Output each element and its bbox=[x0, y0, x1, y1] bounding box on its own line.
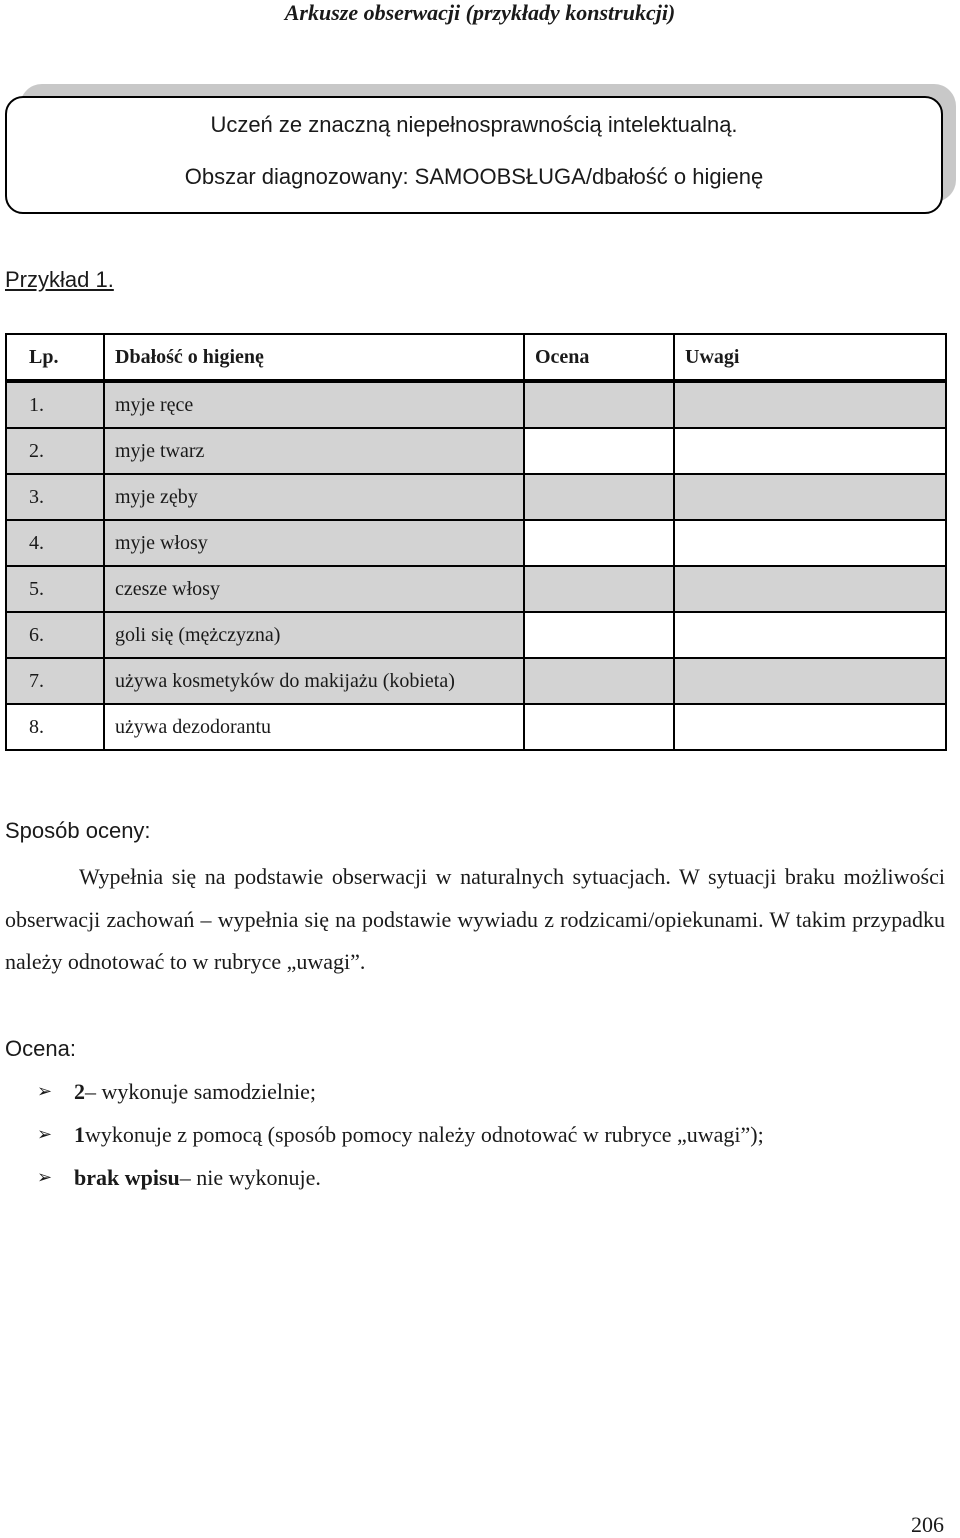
ocena-cell[interactable] bbox=[524, 381, 674, 428]
page-number: 206 bbox=[911, 1512, 944, 1537]
example-label: Przykład 1. bbox=[5, 267, 114, 292]
row-item: myje zęby bbox=[104, 474, 524, 520]
ocena-cell[interactable] bbox=[524, 658, 674, 704]
uwagi-cell[interactable] bbox=[674, 381, 946, 428]
rating-text: – wykonuje samodzielnie; bbox=[85, 1079, 316, 1104]
table-row bbox=[6, 566, 946, 612]
table-header-row bbox=[6, 334, 946, 381]
row-item: goli się (mężczyzna) bbox=[104, 612, 524, 658]
table-row bbox=[6, 612, 946, 658]
uwagi-cell[interactable] bbox=[674, 704, 946, 750]
row-lp: 7. bbox=[6, 658, 104, 704]
header-lp: Lp. bbox=[6, 334, 104, 381]
table-row bbox=[6, 428, 946, 474]
rating-text: – nie wykonuje. bbox=[179, 1165, 321, 1190]
rating-item bbox=[37, 1156, 764, 1199]
ocena-cell[interactable] bbox=[524, 612, 674, 658]
rating-code: 2 bbox=[74, 1079, 85, 1104]
info-box bbox=[5, 96, 943, 214]
row-lp: 6. bbox=[6, 612, 104, 658]
ocena-cell[interactable] bbox=[524, 474, 674, 520]
row-lp: 5. bbox=[6, 566, 104, 612]
row-lp: 3. bbox=[6, 474, 104, 520]
rating-title: Ocena: bbox=[5, 1036, 76, 1061]
rating-item bbox=[37, 1113, 764, 1156]
table-row bbox=[6, 520, 946, 566]
row-item: myje ręce bbox=[104, 381, 524, 428]
table-row bbox=[6, 474, 946, 520]
rating-code: brak wpisu bbox=[74, 1165, 180, 1190]
header-item: Dbałość o higienę bbox=[104, 334, 524, 381]
header-ocena: Ocena bbox=[524, 334, 674, 381]
uwagi-cell[interactable] bbox=[674, 658, 946, 704]
uwagi-cell[interactable] bbox=[674, 566, 946, 612]
ocena-cell[interactable] bbox=[524, 520, 674, 566]
method-text: Wypełnia się na podstawie obserwacji w naturalnych sytuacjach. W sytuacji braku możliwości obserwacji zachowań – wypełnia się na podstawie wywiadu z rodzicami/opiekunami. W takim przypadku należy odnotować to w rubryce „uwagi”. bbox=[5, 864, 945, 974]
observation-table bbox=[5, 333, 947, 751]
method-title: Sposób oceny: bbox=[5, 818, 151, 843]
rating-list bbox=[37, 1070, 764, 1199]
uwagi-cell[interactable] bbox=[674, 474, 946, 520]
page-header: Arkusze obserwacji (przykłady konstrukcji) bbox=[284, 0, 676, 25]
ocena-cell[interactable] bbox=[524, 704, 674, 750]
rating-code: 1 bbox=[74, 1122, 85, 1147]
row-item: używa dezodorantu bbox=[104, 704, 524, 750]
row-item: czesze włosy bbox=[104, 566, 524, 612]
ocena-cell[interactable] bbox=[524, 428, 674, 474]
row-lp: 8. bbox=[6, 704, 104, 750]
arrow-bullet-icon: ➢ bbox=[37, 1081, 53, 1102]
table-row bbox=[6, 704, 946, 750]
info-box-line-1: Uczeń ze znaczną niepełnosprawnością intelektualną. bbox=[210, 112, 738, 137]
row-lp: 2. bbox=[6, 428, 104, 474]
arrow-bullet-icon: ➢ bbox=[37, 1167, 53, 1188]
uwagi-cell[interactable] bbox=[674, 520, 946, 566]
ocena-cell[interactable] bbox=[524, 566, 674, 612]
table-row bbox=[6, 658, 946, 704]
header-uwagi: Uwagi bbox=[674, 334, 946, 381]
method-paragraph bbox=[5, 856, 945, 984]
uwagi-cell[interactable] bbox=[674, 612, 946, 658]
rating-text: wykonuje z pomocą (sposób pomocy należy odnotować w rubryce „uwagi”); bbox=[85, 1122, 764, 1147]
uwagi-cell[interactable] bbox=[674, 428, 946, 474]
row-lp: 4. bbox=[6, 520, 104, 566]
row-item: myje twarz bbox=[104, 428, 524, 474]
table-row bbox=[6, 381, 946, 428]
arrow-bullet-icon: ➢ bbox=[37, 1124, 53, 1145]
row-item: myje włosy bbox=[104, 520, 524, 566]
row-item: używa kosmetyków do makijażu (kobieta) bbox=[104, 658, 524, 704]
row-lp: 1. bbox=[6, 381, 104, 428]
rating-item bbox=[37, 1070, 764, 1113]
info-box-line-2: Obszar diagnozowany: SAMOOBSŁUGA/dbałość o higienę bbox=[184, 164, 764, 189]
